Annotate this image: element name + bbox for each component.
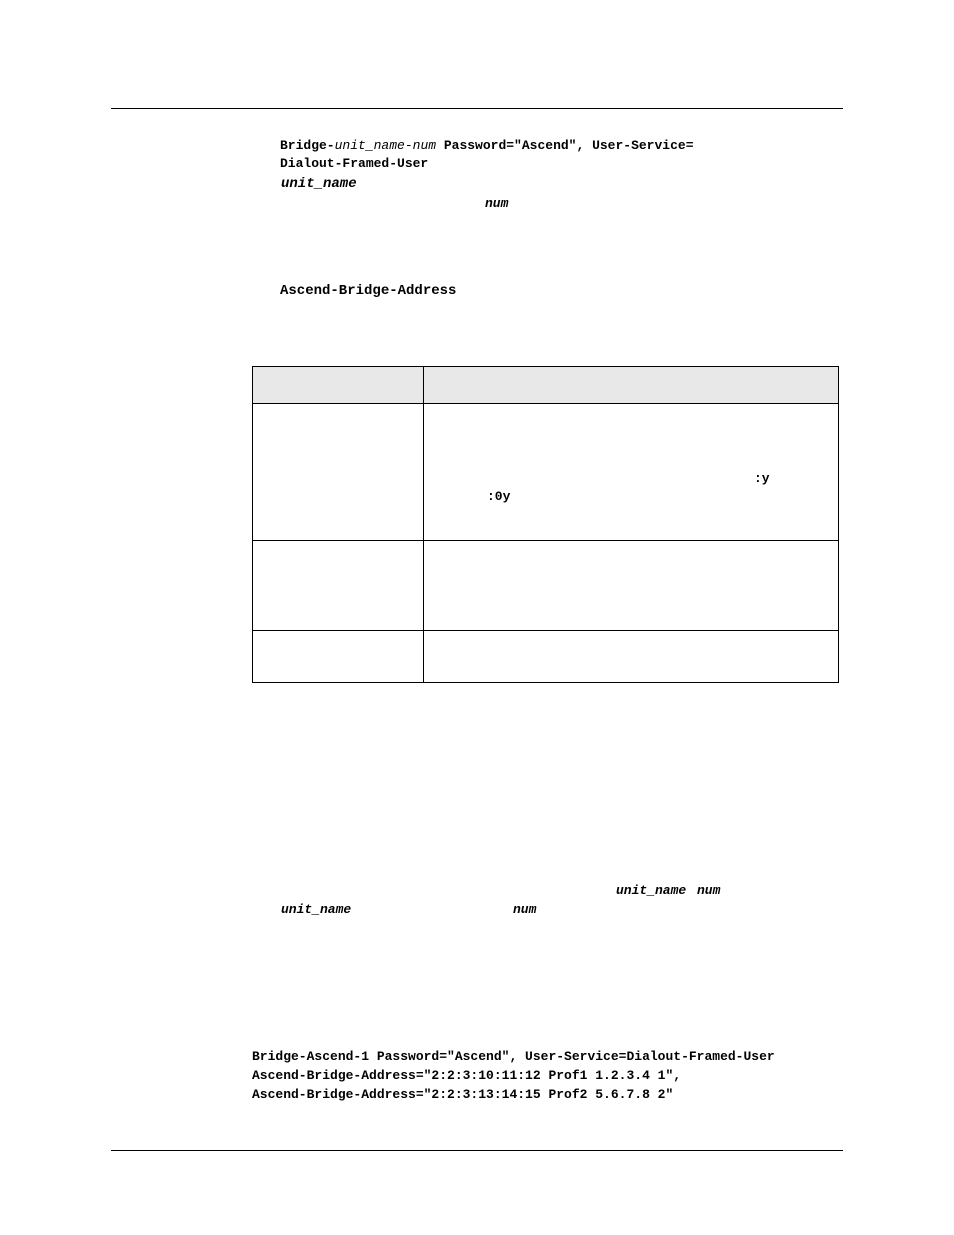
num-ref-b: num: [513, 902, 537, 917]
attribute-name: Ascend-Bridge-Address: [280, 283, 457, 299]
bridge-prefix: Bridge-: [280, 138, 335, 153]
bottom-rule: [111, 1150, 843, 1151]
num-term: num: [485, 196, 509, 211]
password-service-text: Password="Ascend", User-Service=: [436, 138, 694, 153]
example-line-2: Ascend-Bridge-Address="2:2:3:10:11:12 Prof1 1.2.3.4 1",: [252, 1068, 682, 1083]
unit-name-ref-b: unit_name: [281, 902, 352, 917]
row-divider-1: [253, 540, 838, 541]
row-divider-2: [253, 630, 838, 631]
example-line-3: Ascend-Bridge-Address="2:2:3:13:14:15 Prof2 5.6.7.8 2": [252, 1087, 674, 1102]
table-header-row: [253, 367, 838, 404]
unit-name-term: unit_name: [281, 176, 357, 192]
unit-name-ref-a: unit_name: [616, 883, 687, 898]
attribute-table: [252, 366, 839, 683]
num-ref-a: num: [697, 883, 721, 898]
dash: -: [404, 138, 413, 153]
top-rule: [111, 108, 843, 109]
example-line-1: Bridge-Ascend-1 Password="Ascend", User-Service=Dialout-Framed-User: [252, 1049, 775, 1064]
cell-fragment-y: :y: [754, 471, 770, 486]
cell-fragment-0y: :0y: [487, 489, 511, 504]
unit-name-placeholder: unit_name: [334, 138, 405, 153]
column-divider: [423, 367, 424, 682]
profile-syntax-line-1: [280, 138, 694, 153]
num-placeholder: num: [412, 138, 437, 153]
profile-syntax-line-2: Dialout-Framed-User: [280, 156, 429, 171]
